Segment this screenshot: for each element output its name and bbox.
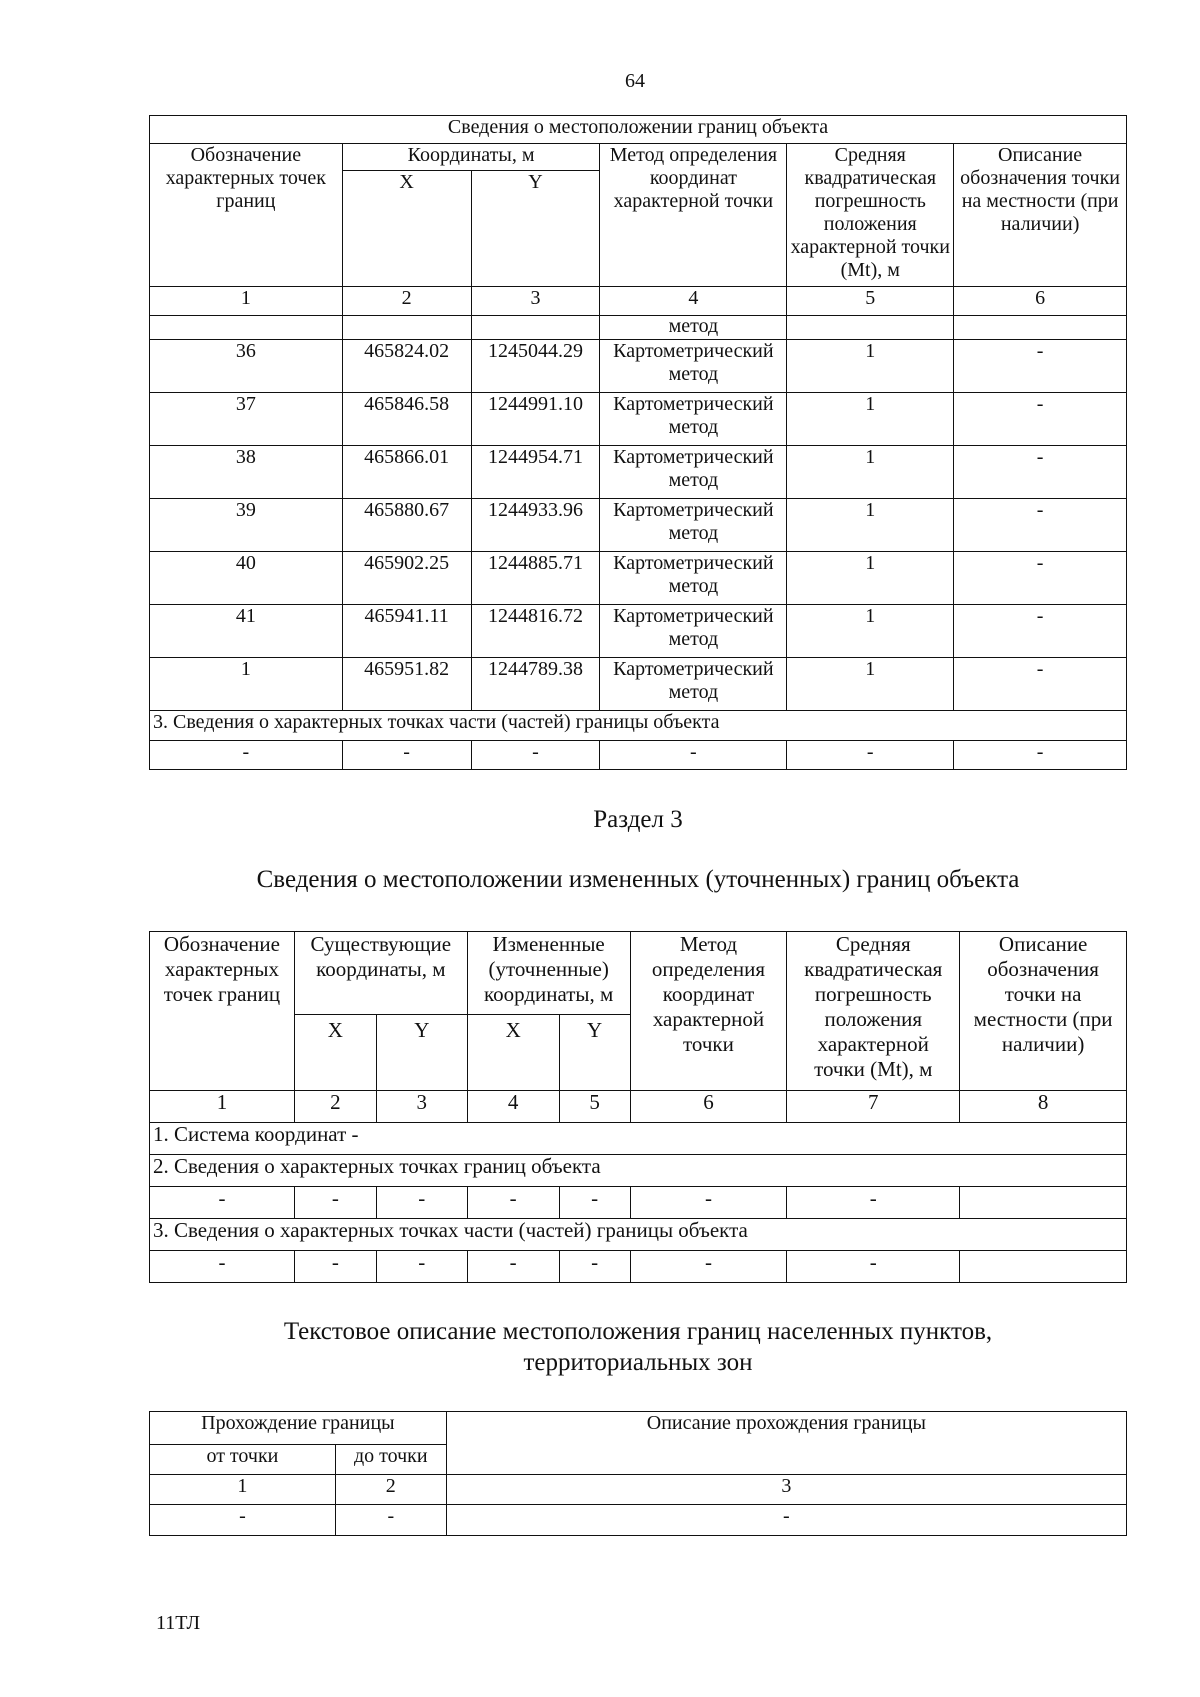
dash-cell: - (630, 1187, 787, 1219)
coordinate-system-label: 1. Система координат - (150, 1123, 1127, 1155)
description: - (954, 340, 1127, 393)
col-number: 2 (342, 287, 471, 316)
dash-cell: - (294, 1187, 376, 1219)
empty-cell (960, 1187, 1127, 1219)
header-from-point: от точки (150, 1445, 336, 1475)
dash-cell: - (150, 1251, 295, 1283)
col-number: 2 (294, 1091, 376, 1123)
description: - (954, 552, 1127, 605)
dash-cell: - (467, 1187, 559, 1219)
header-description: Описание обозначения точки на местности (при наличии) (960, 932, 1127, 1091)
description: - (954, 605, 1127, 658)
coord-x: 465866.01 (342, 446, 471, 499)
section-3-label: 3. Сведения о характерных точках части (частей) границы объекта (150, 711, 1127, 741)
header-y: Y (471, 171, 600, 287)
header-designation: Обозначение характерных точек границ (150, 144, 343, 287)
method: Картометрический метод (600, 340, 787, 393)
header-method: Метод определения координат характерной точки (630, 932, 787, 1091)
table-row (150, 499, 1127, 552)
error: 1 (787, 499, 954, 552)
point-id: 36 (150, 340, 343, 393)
description: - (954, 658, 1127, 711)
col-number: 5 (559, 1091, 630, 1123)
section-2-label: 2. Сведения о характерных точках границ объекта (150, 1155, 1127, 1187)
header-changed-coords: Измененные (уточненные) координаты, м (467, 932, 630, 1015)
changed-boundaries-table (149, 931, 1127, 1283)
section-subtitle: Сведения о местоположении измененных (уточненных) границ объекта (256, 866, 1020, 893)
header-passage-description: Описание прохождения границы (446, 1412, 1126, 1475)
table-cell (954, 316, 1127, 340)
coord-x: 465941.11 (342, 605, 471, 658)
coord-x: 465824.02 (342, 340, 471, 393)
col-number: 7 (787, 1091, 960, 1123)
method: Картометрический метод (600, 393, 787, 446)
section-title: Раздел 3 (593, 806, 683, 833)
error: 1 (787, 393, 954, 446)
method: Картометрический метод (600, 552, 787, 605)
col-number: 2 (335, 1475, 446, 1505)
coord-x: 465951.82 (342, 658, 471, 711)
coord-y: 1244789.38 (471, 658, 600, 711)
error: 1 (787, 340, 954, 393)
header-designation: Обозначение характерных точек границ (150, 932, 295, 1091)
col-number: 1 (150, 1091, 295, 1123)
method: Картометрический метод (600, 605, 787, 658)
method: Картометрический метод (600, 499, 787, 552)
col-number: 4 (600, 287, 787, 316)
coord-x: 465846.58 (342, 393, 471, 446)
header-error: Средняя квадратическая погрешность положения характерной точки (Mt), м (787, 144, 954, 287)
text-title-line-2: территориальных зон (523, 1349, 753, 1376)
dash-cell: - (294, 1251, 376, 1283)
col-number: 3 (471, 287, 600, 316)
table-row (150, 340, 1127, 393)
header-coordinates: Координаты, м (342, 144, 600, 171)
col-number: 3 (376, 1091, 467, 1123)
coord-y: 1245044.29 (471, 340, 600, 393)
text-description-title (0, 1316, 1200, 1378)
point-id: 40 (150, 552, 343, 605)
table-row (150, 658, 1127, 711)
dash-cell: - (559, 1251, 630, 1283)
point-id: 41 (150, 605, 343, 658)
coord-y: 1244933.96 (471, 499, 600, 552)
table-cell (150, 316, 343, 340)
header-error: Средняя квадратическая погрешность положения характерной точки (Mt), м (787, 932, 960, 1091)
header-x: X (342, 171, 471, 287)
boundary-points-table (149, 115, 1127, 770)
header-y-changed: Y (559, 1015, 630, 1091)
dash-cell: - (150, 1505, 336, 1536)
dash-cell: - (335, 1505, 446, 1536)
header-x-existing: X (294, 1015, 376, 1091)
method: Картометрический метод (600, 658, 787, 711)
dash-cell: - (600, 741, 787, 770)
footer-code: 11ТЛ (156, 1612, 201, 1634)
empty-cell (960, 1251, 1127, 1283)
coord-y: 1244991.10 (471, 393, 600, 446)
table-row (150, 393, 1127, 446)
dash-cell: - (150, 1187, 295, 1219)
boundary-passage-table (149, 1411, 1127, 1536)
col-number: 8 (960, 1091, 1127, 1123)
dash-cell: - (467, 1251, 559, 1283)
col-number: 1 (150, 287, 343, 316)
coord-y: 1244954.71 (471, 446, 600, 499)
dash-cell: - (630, 1251, 787, 1283)
page-number: 64 (625, 70, 645, 92)
header-existing-coords: Существующие координаты, м (294, 932, 467, 1015)
point-id: 1 (150, 658, 343, 711)
dash-cell: - (471, 741, 600, 770)
dash-cell: - (787, 741, 954, 770)
dash-cell: - (376, 1187, 467, 1219)
description: - (954, 499, 1127, 552)
coord-x: 465902.25 (342, 552, 471, 605)
table-row (150, 605, 1127, 658)
coord-x: 465880.67 (342, 499, 471, 552)
error: 1 (787, 552, 954, 605)
col-number: 6 (954, 287, 1127, 316)
dash-cell: - (954, 741, 1127, 770)
description: - (954, 393, 1127, 446)
point-id: 37 (150, 393, 343, 446)
table-row (150, 446, 1127, 499)
col-number: 3 (446, 1475, 1126, 1505)
table-row (150, 552, 1127, 605)
col-number: 5 (787, 287, 954, 316)
dash-cell: - (446, 1505, 1126, 1536)
method: Картометрический метод (600, 446, 787, 499)
header-method: Метод определения координат характерной точки (600, 144, 787, 287)
error: 1 (787, 446, 954, 499)
error: 1 (787, 658, 954, 711)
col-number: 4 (467, 1091, 559, 1123)
point-id: 38 (150, 446, 343, 499)
header-x-changed: X (467, 1015, 559, 1091)
header-to-point: до точки (335, 1445, 446, 1475)
coord-y: 1244816.72 (471, 605, 600, 658)
header-passage: Прохождение границы (150, 1412, 447, 1445)
col-number: 6 (630, 1091, 787, 1123)
dash-cell: - (787, 1187, 960, 1219)
section-3-label: 3. Сведения о характерных точках части (частей) границы объекта (150, 1219, 1127, 1251)
continuation-text: метод (600, 316, 787, 340)
error: 1 (787, 605, 954, 658)
dash-cell: - (787, 1251, 960, 1283)
header-y-existing: Y (376, 1015, 467, 1091)
table-title: Сведения о местоположении границ объекта (150, 116, 1127, 144)
table-cell (471, 316, 600, 340)
dash-cell: - (559, 1187, 630, 1219)
description: - (954, 446, 1127, 499)
header-description: Описание обозначения точки на местности (при наличии) (954, 144, 1127, 287)
text-title-line-1: Текстовое описание местоположения границ населенных пунктов, (283, 1318, 993, 1345)
point-id: 39 (150, 499, 343, 552)
dash-cell: - (150, 741, 343, 770)
dash-cell: - (342, 741, 471, 770)
col-number: 1 (150, 1475, 336, 1505)
dash-cell: - (376, 1251, 467, 1283)
table-cell (342, 316, 471, 340)
table-cell (787, 316, 954, 340)
coord-y: 1244885.71 (471, 552, 600, 605)
